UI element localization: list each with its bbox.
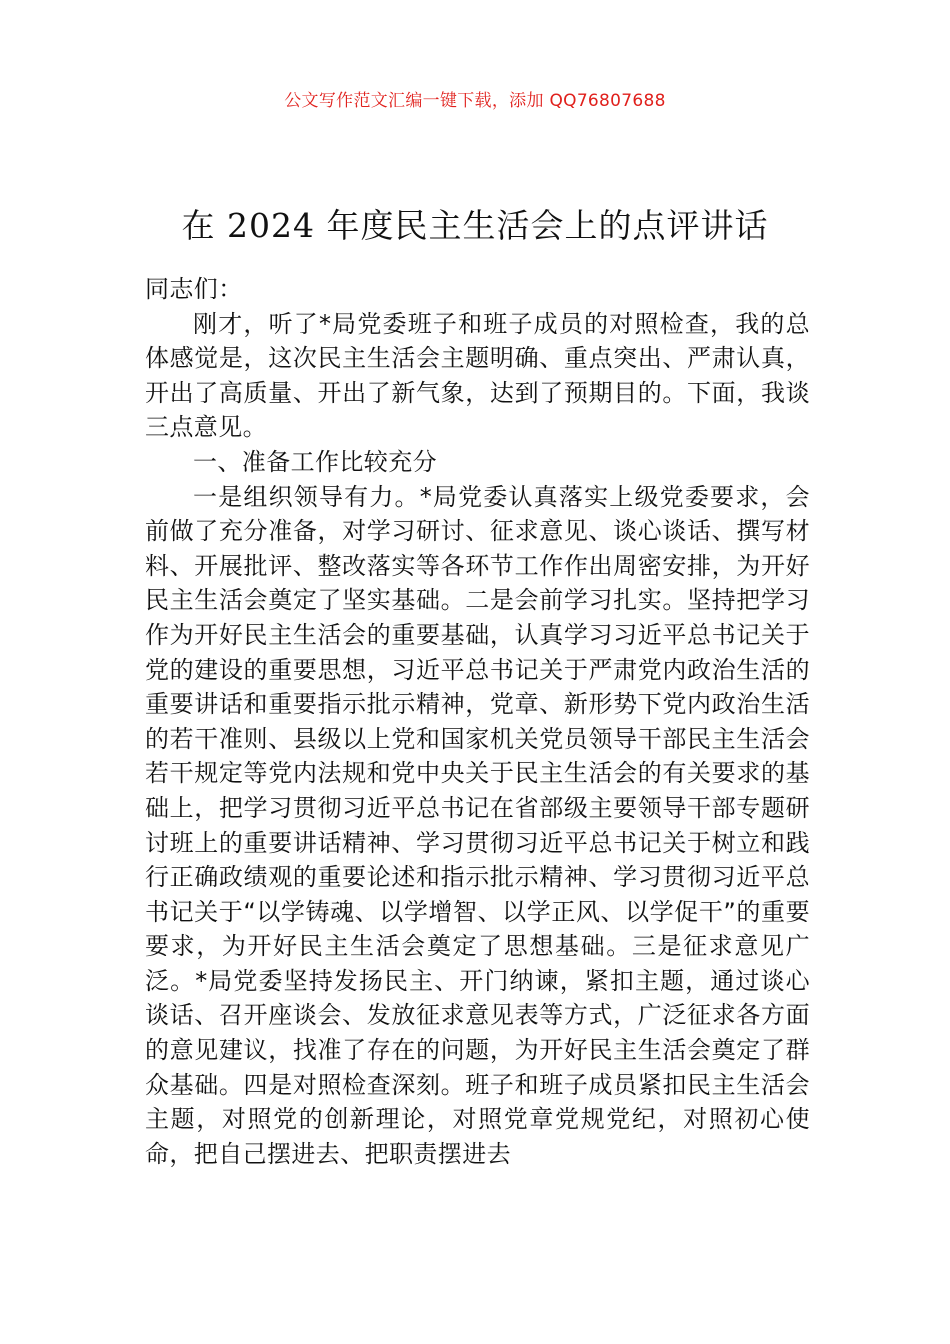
- document-body: [145, 272, 810, 1171]
- document-title: 在 2024 年度民主生活会上的点评讲话: [181, 206, 769, 246]
- section-heading: 一、准备工作比较充分: [193, 447, 437, 476]
- salutation: 同志们：: [145, 275, 243, 303]
- download-promo-note: 公文写作范文汇编一键下载，添加 QQ76807688: [284, 91, 666, 111]
- intro-paragraph: 刚才，听了*局党委班子和班子成员的对照检查，我的总体感觉是，这次民主生活会主题明确、重点突出、严肃认真，开出了高质量、开出了新气象，达到了预期目的。下面，我谈三点意见。: [145, 309, 810, 442]
- section-body-paragraph: 一是组织领导有力。*局党委认真落实上级党委要求，会前做了充分准备，对学习研讨、征求意见、谈心谈话、撰写材料、开展批评、整改落实等各环节工作作出周密安排，为开好民主生活会奠定了坚实基础。二是会前学习扎实。坚持把学习作为开好民主生活会的重要基础，认真学习习近平总书记关于党的建设的重要思想，习近平总书记关于严肃党内政治生活的重要讲话和重要指示批示精神，党章、新形势下党内政治生活的若干准则、县级以上党和国家机关党员领导干部民主生活会若干规定等党内法规和党中央关于民主生活会的有关要求的基础上，把学习贯彻习近平总书记在省部级主要领导干部专题研讨班上的重要讲话精神、学习贯彻习近平总书记关于树立和践行正确政绩观的重要论述和指示批示精神、学习贯彻习近平总书记关于“以学铸魂、以学增智、以学正风、以学促干”的重要要求，为开好民主生活会奠定了思想基础。三是征求意见广泛。*局党委坚持发扬民主、开门纳谏，紧扣主题，通过谈心谈话、召开座谈会、发放征求意见表等方式，广泛征求各方面的意见建议，找准了存在的问题，为开好民主生活会奠定了群众基础。四是对照检查深刻。班子和班子成员紧扣民主生活会主题，对照党的创新理论，对照党章党规党纪，对照初心使命，把自己摆进去、把职责摆进去: [145, 482, 810, 1168]
